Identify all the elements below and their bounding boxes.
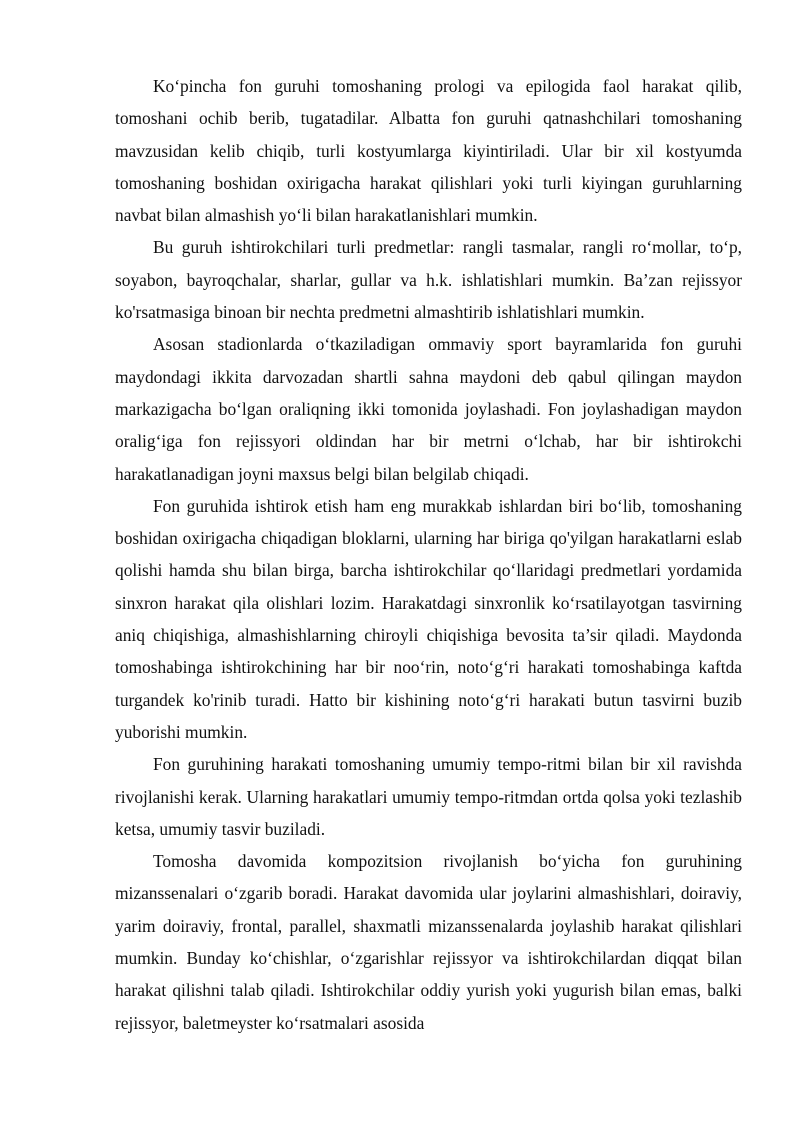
paragraph-5: Fon guruhining harakati tomoshaning umumiy tempo-ritmi bilan bir xil ravishda rivojlanishi kerak. Ularning harakatlari umumiy tempo-ritmdan ortda qolsa yoki tezlashib ketsa, umumiy tasvir buziladi.: [115, 754, 742, 839]
paragraph-3: Asosan stadionlarda o‘tkaziladigan ommaviy sport bayramlarida fon guruhi maydondagi ikkita darvozadan shartli sahna maydoni deb qabul qilingan maydon markazigacha bo‘lgan oraliqning ikki tomonida joylashadi. Fon joylashadigan maydon oralig‘iga fon rejissyori oldindan har bir metrni o‘lchab, har bir ishtirokchi harakatlanadigan joyni maxsus belgi bilan belgilab chiqadi.: [115, 334, 742, 484]
paragraph-4: Fon guruhida ishtirok etish ham eng murakkab ishlardan biri bo‘lib, tomoshaning boshidan oxirigacha chiqadigan bloklarni, ularning har biriga qo'yilgan harakatlarni eslab qolishi hamda shu bilan birga, barcha ishtirokchilar qo‘llaridagi predmetlari yordamida sinxron harakat qila olishlari lozim. Harakatdagi sinxronlik ko‘rsatilayotgan tasvirning aniq chiqishiga, almashishlarning chiroyli chiqishiga bevosita ta’sir qiladi. Maydonda tomoshabinga ishtirokchining har bir noo‘rin, noto‘g‘ri harakati tomoshabinga kaftda turgandek ko'rinib turadi. Hatto bir kishining noto‘g‘ri harakati butun tasvirni buzib yuborishi mumkin.: [115, 495, 742, 742]
document-page: [115, 70, 742, 1039]
paragraph-2: Bu guruh ishtirokchilari turli predmetlar: rangli tasmalar, rangli ro‘mollar, to‘p, soyabon, bayroqchalar, sharlar, gullar va h.k. ishlatishlari mumkin. Ba’zan rejissyor ko'rsatmasiga binoan bir nechta predmetni almashtirib ishlatishlari mumkin.: [115, 237, 742, 323]
paragraph-6: Tomosha davomida kompozitsion rivojlanish bo‘yicha fon guruhining mizanssenalari o‘zgarib boradi. Harakat davomida ular joylarini almashishlari, doiraviy, yarim doiraviy, frontal, parallel, shaxmatli mizanssenalarda joylashib harakat qilishlari mumkin. Bunday ko‘chishlar, o‘zgarishlar rejissyor va ishtirokchilardan diqqat bilan harakat qilishni talab qiladi. Ishtirokchilar oddiy yurish yoki yugurish bilan emas, balki rejissyor, baletmeyster ko‘rsatmalari asosida: [115, 851, 742, 1033]
paragraph-1: Ko‘pincha fon guruhi tomoshaning prologi va epilogida faol harakat qilib, tomoshani ochib berib, tugatadilar. Albatta fon guruhi qatnashchilari tomoshaning mavzusidan kelib chiqib, turli kostyumlarga kiyintiriladi. Ular bir xil kostyumda tomoshaning boshidan oxirigacha harakat qilishlari yoki turli kiyingan guruhlarning navbat bilan almashish yo‘li bilan harakatlanishlari mumkin.: [115, 76, 742, 226]
